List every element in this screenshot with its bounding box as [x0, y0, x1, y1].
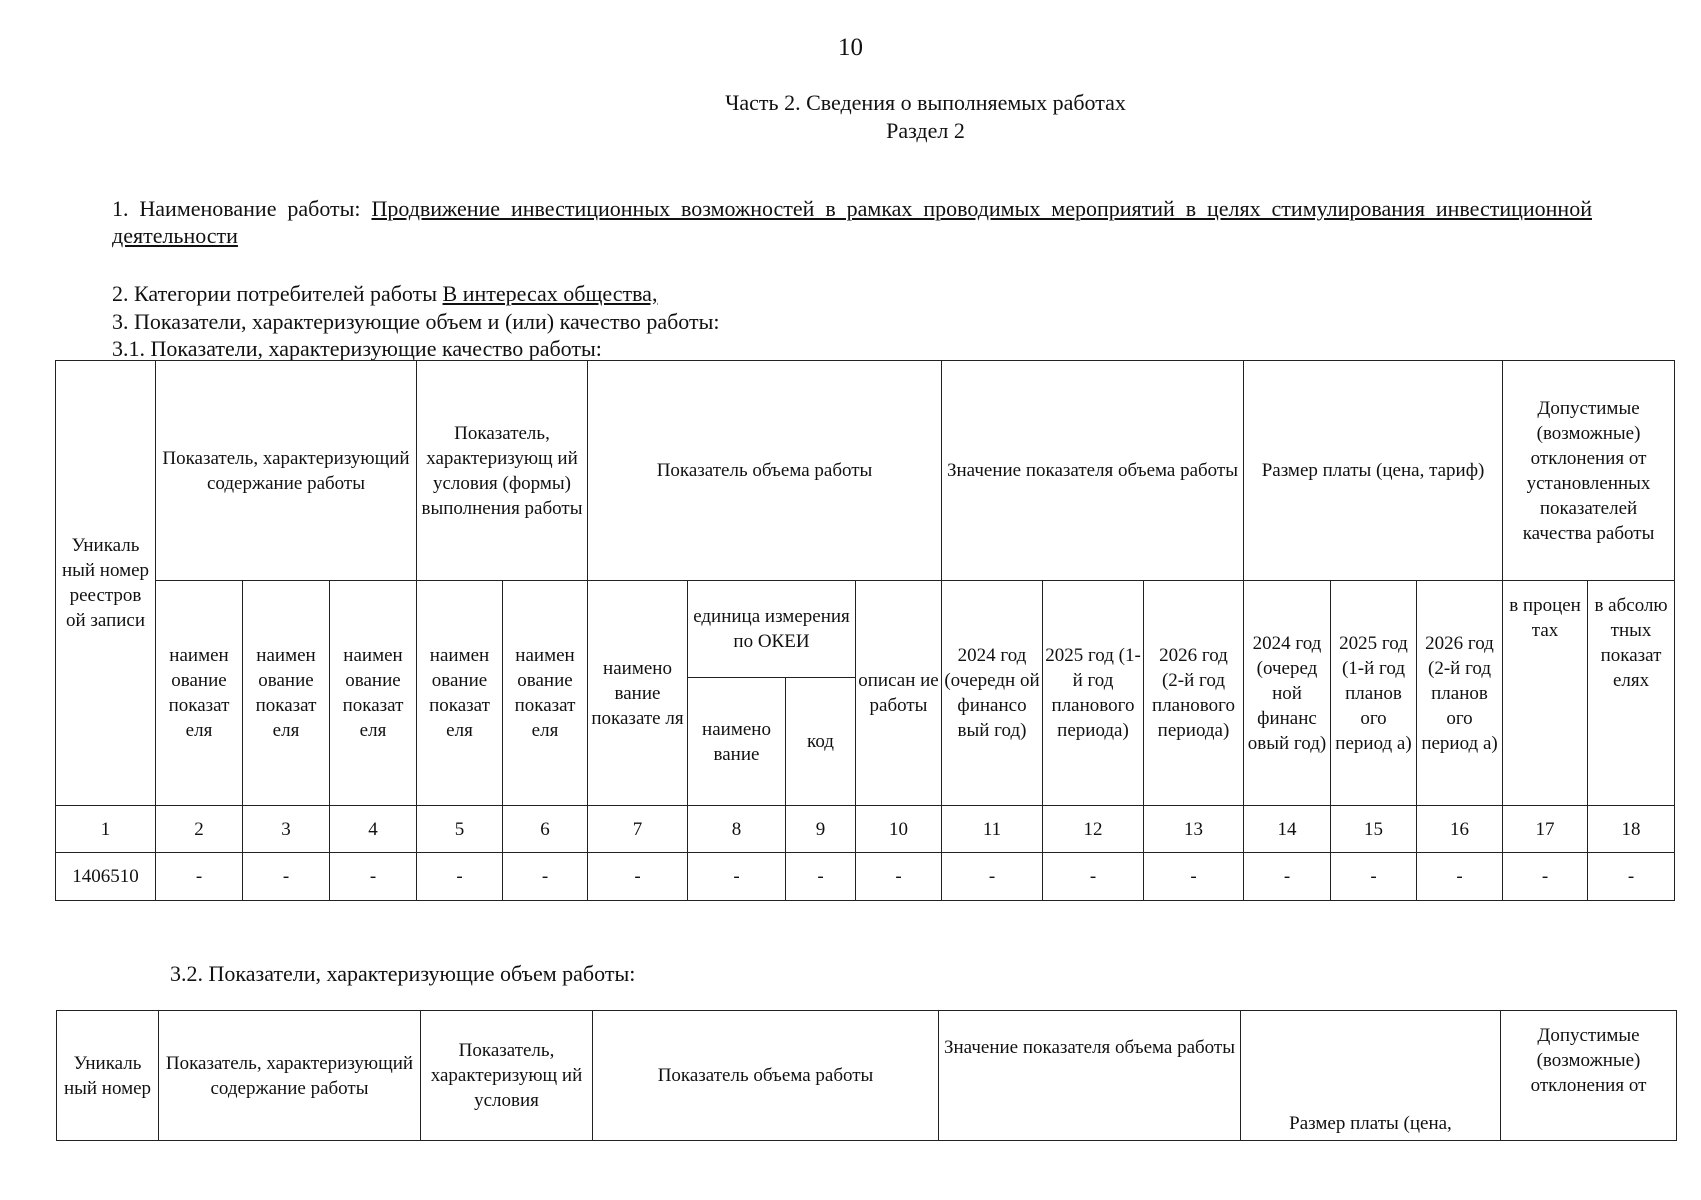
- quality-indicators-heading: 3.1. Показатели, характеризующие качество работы:: [112, 336, 602, 361]
- table-row: [56, 853, 1675, 901]
- column-number: 14: [1244, 806, 1331, 853]
- header-name-3: наимен ование показат еля: [243, 581, 330, 806]
- header-description: описан ие работы: [856, 581, 942, 806]
- table-cell: -: [856, 853, 942, 901]
- registry-number-cell: 1406510: [56, 853, 156, 901]
- t2-header-fee: Размер платы (цена,: [1241, 1011, 1501, 1141]
- header-fee-2026: 2026 год (2-й год планов ого период а): [1417, 581, 1503, 806]
- table-cell: -: [330, 853, 417, 901]
- work-name-label: 1. Наименование работы:: [112, 196, 361, 221]
- table-cell: -: [688, 853, 786, 901]
- part-title-block: [0, 89, 1701, 145]
- column-number: 17: [1503, 806, 1588, 853]
- header-name-4: наимен ование показат еля: [330, 581, 417, 806]
- part-title: Часть 2. Сведения о выполняемых работах: [725, 90, 1126, 115]
- section-title: Раздел 2: [886, 118, 965, 143]
- indicators-heading: 3. Показатели, характеризующие объем и (или) качество работы:: [112, 309, 720, 334]
- page-number: 10: [838, 34, 863, 61]
- header-name-2: наимен ование показат еля: [156, 581, 243, 806]
- consumer-category-paragraph: [112, 280, 657, 307]
- table-cell: -: [1043, 853, 1144, 901]
- table-cell: -: [1417, 853, 1503, 901]
- table-cell: -: [1331, 853, 1417, 901]
- column-number: 18: [1588, 806, 1675, 853]
- table-cell: -: [1588, 853, 1675, 901]
- column-number: 15: [1331, 806, 1417, 853]
- t2-header-volume-indicator: Показатель объема работы: [593, 1011, 939, 1141]
- header-condition-indicator: Показатель, характеризующ ий условия (формы) выполнения работы: [417, 361, 588, 581]
- t2-header-deviation: Допустимые (возможные) отклонения от: [1501, 1011, 1677, 1141]
- column-number: 9: [786, 806, 856, 853]
- header-year-2024: 2024 год (очередн ой финансо вый год): [942, 581, 1043, 806]
- work-name-value: Продвижение инвестиционных возможностей в рамках проводимых мероприятий в целях стимулирования инвестиционной деятельности: [112, 196, 1592, 248]
- column-number: 4: [330, 806, 417, 853]
- table-cell: -: [786, 853, 856, 901]
- column-number: 10: [856, 806, 942, 853]
- t2-header-condition-indicator: Показатель, характеризующ ий условия: [421, 1011, 593, 1141]
- header-volume-value: Значение показателя объема работы: [942, 361, 1244, 581]
- header-percent: в процен тах: [1503, 581, 1588, 806]
- column-number: 12: [1043, 806, 1144, 853]
- table-cell: -: [588, 853, 688, 901]
- column-number: 5: [417, 806, 503, 853]
- consumer-category-value: В интересах общества,: [442, 281, 658, 306]
- column-number: 13: [1144, 806, 1244, 853]
- header-name-5: наимен ование показат еля: [417, 581, 503, 806]
- header-fee-2025: 2025 год (1-й год планов ого период а): [1331, 581, 1417, 806]
- header-deviation: Допустимые (возможные) отклонения от установленных показателей качества работы: [1503, 361, 1675, 581]
- work-name-paragraph: [112, 195, 1592, 249]
- table-cell: -: [156, 853, 243, 901]
- column-number: 7: [588, 806, 688, 853]
- column-number: 6: [503, 806, 588, 853]
- header-unit-name: наимено вание: [688, 678, 786, 806]
- table-cell: -: [1244, 853, 1331, 901]
- header-fee: Размер платы (цена, тариф): [1244, 361, 1503, 581]
- volume-indicators-heading: 3.2. Показатели, характеризующие объем работы:: [170, 961, 636, 986]
- t2-header-volume-value: Значение показателя объема работы: [939, 1011, 1241, 1141]
- header-unit-code: код: [786, 678, 856, 806]
- header-unique-number: Уникаль ный номер реестров ой записи: [56, 361, 156, 806]
- header-name-6: наимен ование показат еля: [503, 581, 588, 806]
- table-cell: -: [942, 853, 1043, 901]
- column-number: 11: [942, 806, 1043, 853]
- header-unit: единица измерения по ОКЕИ: [688, 581, 856, 678]
- column-number: 3: [243, 806, 330, 853]
- quality-indicators-table: [55, 360, 1675, 901]
- column-number-row: [56, 806, 1675, 853]
- consumer-category-label: 2. Категории потребителей работы: [112, 281, 438, 306]
- table-cell: -: [243, 853, 330, 901]
- column-number: 2: [156, 806, 243, 853]
- t2-header-unique-number: Уникаль ный номер: [57, 1011, 159, 1141]
- header-year-2026: 2026 год (2-й год планового периода): [1144, 581, 1244, 806]
- header-content-indicator: Показатель, характеризующий содержание работы: [156, 361, 417, 581]
- header-fee-2024: 2024 год (очеред ной финанс овый год): [1244, 581, 1331, 806]
- table-cell: -: [417, 853, 503, 901]
- header-volume-indicator: Показатель объема работы: [588, 361, 942, 581]
- column-number: 8: [688, 806, 786, 853]
- table-cell: -: [503, 853, 588, 901]
- table-cell: -: [1144, 853, 1244, 901]
- header-name-7: наимено вание показате ля: [588, 581, 688, 806]
- column-number: 1: [56, 806, 156, 853]
- column-number: 16: [1417, 806, 1503, 853]
- header-year-2025: 2025 год (1-й год планового периода): [1043, 581, 1144, 806]
- volume-indicators-table: [56, 1010, 1677, 1141]
- table-cell: -: [1503, 853, 1588, 901]
- t2-header-content-indicator: Показатель, характеризующий содержание работы: [159, 1011, 421, 1141]
- header-absolute: в абсолю тных показат елях: [1588, 581, 1675, 806]
